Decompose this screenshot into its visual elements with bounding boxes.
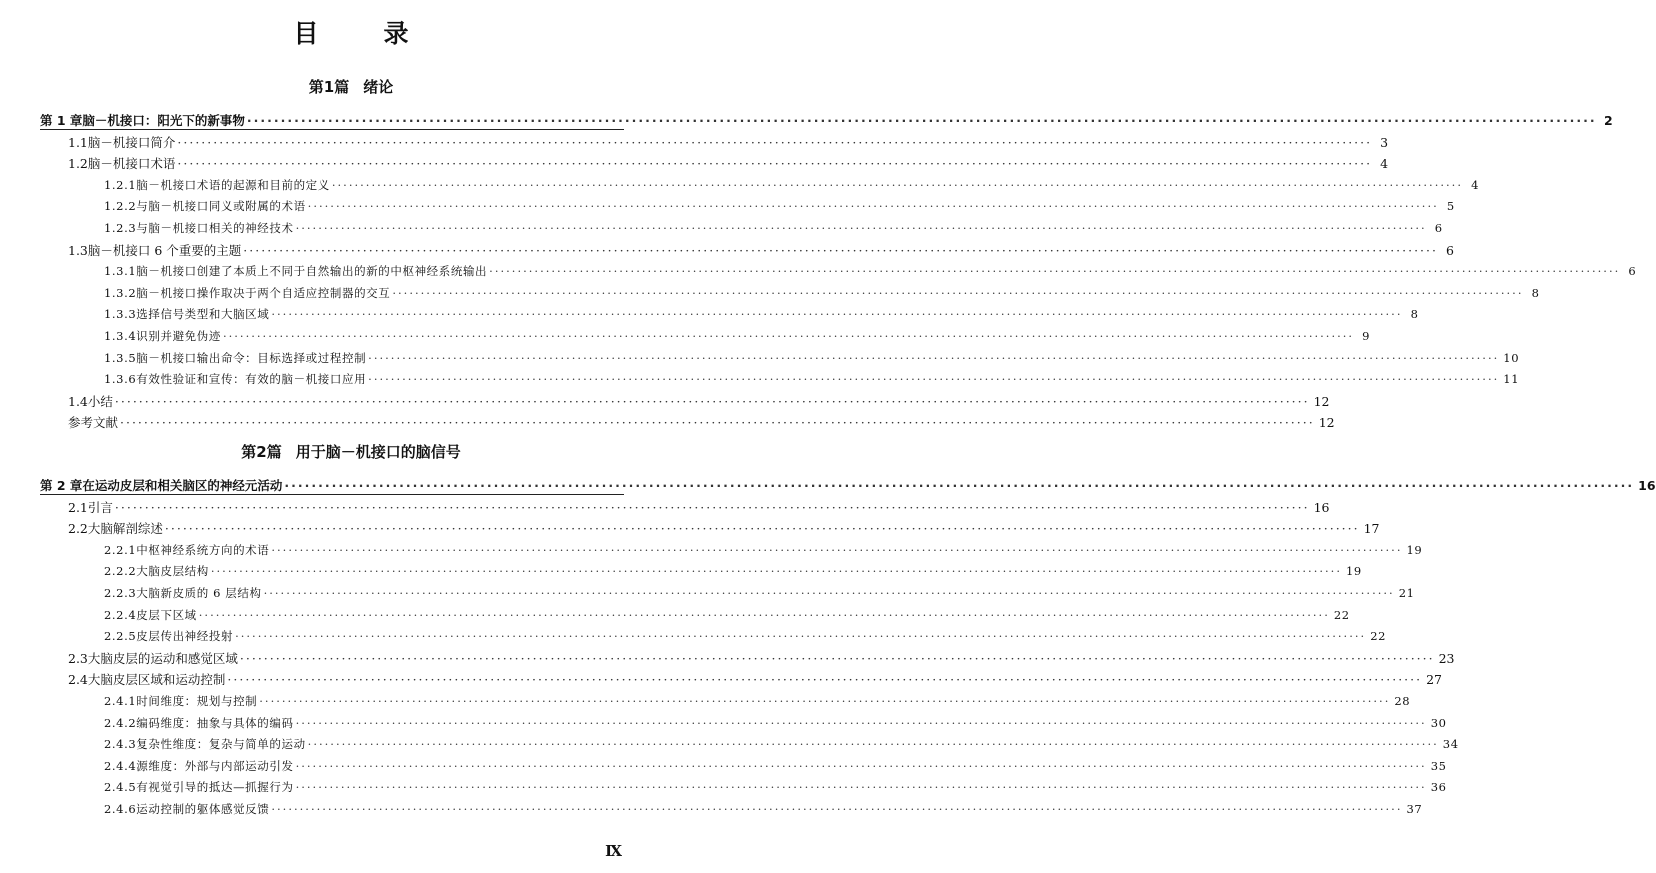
toc-entry-subsection[interactable] [104,304,1419,325]
toc-entry-chapter[interactable] [40,110,1613,131]
entry-number: 1.3.3 [104,307,137,322]
toc-entry-section[interactable] [68,669,1442,690]
part-number: 第2篇 [241,443,282,461]
entry-title: 参考文献 [68,415,119,431]
entry-page: 21 [1398,586,1415,600]
dot-leader: ········································································································································································································ [120,415,1315,431]
entry-title: 源维度：外部与内部运动引发 [136,758,294,773]
dot-leader: ········································································································································································································ [392,285,1524,300]
entry-title: 脑－机接口：阳光下的新事物 [82,113,245,128]
toc-entry-subsection[interactable] [104,626,1387,647]
dot-leader: ········································································································································································································ [295,758,1427,773]
entry-title: 脑－机接口 6 个重要的主题 [87,242,242,258]
entry-title: 脑－机接口简介 [87,134,176,150]
entry-number: 2.2.1 [104,542,137,557]
entry-number: 2.4 [68,672,88,688]
entry-page: 8 [1531,285,1540,300]
entry-number: 1.3.6 [104,372,137,387]
entry-page: 19 [1345,564,1362,579]
entry-page: 4 [1380,156,1389,172]
entry-number: 2.4.2 [104,715,137,730]
entry-page: 22 [1370,629,1387,644]
toc-entry-subsection[interactable] [104,283,1540,304]
page-number: Ⅸ [605,842,622,860]
entry-title: 皮层传出神经投射 [136,629,234,644]
dot-leader: ········································································································································································································ [295,221,1427,235]
entry-number: 2.4.5 [104,780,137,795]
entry-page: 28 [1394,694,1411,708]
dot-leader: ········································································································································································································ [114,499,1310,515]
dot-leader: ········································································································································································································ [235,629,1367,644]
entry-title: 识别并避免伪迹 [136,329,221,343]
chapter-underline [40,129,624,130]
dot-leader: ········································································································································································································ [177,134,1373,150]
entry-number: 2.4.1 [104,694,137,708]
toc-entry-section[interactable] [68,497,1330,518]
entry-number: 2.3 [68,650,88,666]
entry-page: 35 [1430,758,1447,773]
entry-title: 脑－机接口输出命令：目标选择或过程控制 [136,350,367,365]
dot-leader: ········································································································································································································ [239,650,1435,666]
entry-title: 脑－机接口术语的起源和目前的定义 [136,177,330,192]
toc-entry-subsection[interactable] [104,261,1637,282]
chapter-underline [40,494,624,495]
entry-title: 在运动皮层和相关脑区的神经元活动 [82,478,283,493]
entry-title: 皮层下区域 [136,607,197,622]
toc-entry-chapter[interactable] [40,475,1656,496]
entry-page: 36 [1430,780,1447,795]
toc-entry-section[interactable] [68,518,1380,539]
entry-page: 6 [1434,221,1443,235]
entry-title: 大脑新皮质的 6 层结构 [136,586,262,600]
entry-number: 2.4.6 [104,802,137,816]
part-number: 第1篇 [308,78,350,96]
dot-leader: ········································································································································································································ [177,156,1373,172]
dot-leader: ········································································································································································································ [307,199,1439,214]
toc-entry-subsection[interactable] [104,605,1350,626]
entry-page: 6 [1446,242,1454,258]
dot-leader: ········································································································································································································ [295,780,1427,795]
dot-leader: ········································································································································································································ [198,607,1330,622]
entry-number: 1.1 [68,134,88,150]
entry-page: 30 [1430,715,1447,730]
entry-page: 2 [1603,113,1613,128]
entry-title: 引言 [87,499,113,515]
entry-page: 12 [1313,393,1330,409]
entry-page: 12 [1318,415,1335,431]
entry-title: 编码维度：抽象与具体的编码 [136,715,294,730]
entry-number: 1.2.1 [104,177,137,192]
entry-page: 34 [1442,737,1459,752]
entry-title: 大脑解剖综述 [87,521,163,537]
entry-number: 2.2.3 [104,586,137,600]
dot-leader: ········································································································································································································ [271,307,1403,322]
entry-title: 时间维度：规划与控制 [136,694,258,708]
entry-number: 第 1 章 [40,113,83,128]
entry-number: 2.1 [68,499,88,515]
toc-entry-subsection[interactable] [104,713,1447,734]
entry-title: 与脑－机接口同义或附属的术语 [136,199,306,214]
entry-page: 16 [1638,478,1656,493]
entry-number: 1.2 [68,156,88,172]
entry-page: 17 [1363,521,1380,537]
dot-leader: ········································································································································································································ [489,264,1621,279]
entry-title: 有视觉引导的抵达—抓握行为 [136,780,294,795]
toc-entry-section[interactable] [68,153,1389,174]
entry-number: 第 2 章 [40,478,83,493]
page-title: 目 录 [293,19,429,48]
toc-entry-section[interactable] [68,240,1454,261]
entry-title: 运动控制的躯体感觉反馈 [136,802,270,816]
part-heading [0,76,702,97]
toc-entry-section[interactable] [68,391,1330,412]
toc-entry-subsection[interactable] [104,799,1423,820]
dot-leader: ········································································································································································································ [368,372,1500,387]
entry-number: 1.3.4 [104,329,137,343]
entry-page: 19 [1406,542,1423,557]
entry-number: 2.4.3 [104,737,137,752]
dot-leader: ········································································································································································································ [263,586,1395,600]
toc-entry-subsection[interactable] [104,348,1520,369]
entry-title: 小结 [87,393,113,409]
dot-leader: ········································································································································································································ [295,715,1427,730]
dot-leader: ········································································································································································································ [114,393,1310,409]
entry-number: 1.3.5 [104,350,137,365]
part-title: 用于脑－机接口的脑信号 [295,443,461,461]
entry-number: 1.3.1 [104,264,137,279]
entry-page: 6 [1628,264,1637,279]
toc-entry-subsection[interactable] [104,734,1459,755]
toc-entry-subsection[interactable] [104,691,1411,712]
entry-number: 1.2.3 [104,221,137,235]
entry-title: 大脑皮层区域和运动控制 [87,672,226,688]
dot-leader: ········································································································································································································ [210,564,1342,579]
entry-page: 3 [1380,134,1389,150]
dot-leader: ········································································································································································································ [331,177,1463,192]
dot-leader: ········································································································································································································ [227,672,1423,688]
dot-leader: ········································································································································································································ [271,542,1403,557]
dot-leader: ········································································································································································································ [164,521,1360,537]
entry-page: 22 [1333,607,1350,622]
toc-entry-subsection[interactable] [104,583,1415,604]
entry-page: 4 [1471,177,1479,192]
entry-title: 脑－机接口操作取决于两个自适应控制器的交互 [136,285,391,300]
entry-title: 大脑皮层的运动和感觉区域 [87,650,238,666]
dot-leader: ········································································································································································································ [284,478,1635,493]
entry-page: 37 [1406,802,1423,816]
entry-number: 1.4 [68,393,88,409]
entry-page: 23 [1438,650,1455,666]
entry-number: 2.2.4 [104,607,137,622]
part-heading [0,441,702,462]
entry-number: 2.2 [68,521,88,537]
dot-leader: ········································································································································································································ [271,802,1403,816]
dot-leader: ········································································································································································································ [259,694,1391,708]
dot-leader: ········································································································································································································ [368,350,1500,365]
entry-title: 有效性验证和宣传：有效的脑－机接口应用 [136,372,367,387]
toc-entry-subsection[interactable] [104,326,1371,347]
dot-leader: ········································································································································································································ [246,113,1597,128]
toc-entry-subsection[interactable] [104,196,1455,217]
entry-page: 16 [1313,499,1330,515]
entry-title: 脑－机接口创建了本质上不同于自然输出的新的中枢神经系统输出 [136,264,488,279]
entry-page: 27 [1426,672,1442,688]
entry-title: 复杂性维度：复杂与简单的运动 [136,737,306,752]
entry-title: 与脑－机接口相关的神经技术 [136,221,294,235]
dot-leader: ········································································································································································································ [307,737,1439,752]
entry-title: 中枢神经系统方向的术语 [136,542,270,557]
toc-entry-subsection[interactable] [104,777,1447,798]
toc-entry-section[interactable] [68,132,1389,153]
entry-number: 2.2.5 [104,629,137,644]
entry-number: 2.2.2 [104,564,137,579]
toc-entry-subsection[interactable] [104,218,1443,239]
toc-entry-subsection[interactable] [104,756,1447,777]
entry-number: 2.4.4 [104,758,137,773]
entry-title: 脑－机接口术语 [87,156,176,172]
entry-page: 8 [1410,307,1419,322]
entry-title: 选择信号类型和大脑区域 [136,307,270,322]
toc-entry-subsection[interactable] [104,175,1479,196]
entry-page: 5 [1446,199,1455,214]
entry-number: 1.3 [68,242,88,258]
entry-page: 9 [1362,329,1371,343]
toc-entry-section[interactable] [68,648,1455,669]
entry-page: 11 [1503,372,1520,387]
dot-leader: ········································································································································································································ [243,242,1438,258]
toc-entry-subsection[interactable] [104,369,1520,390]
entry-number: 1.2.2 [104,199,137,214]
toc-entry-subsection[interactable] [104,561,1362,582]
entry-number: 1.3.2 [104,285,137,300]
toc-entry-subsection[interactable] [104,540,1423,561]
toc-entry-section[interactable] [68,412,1335,433]
entry-page: 10 [1503,350,1520,365]
part-title: 绪论 [363,78,394,96]
dot-leader: ········································································································································································································ [222,329,1355,343]
entry-title: 大脑皮层结构 [136,564,209,579]
